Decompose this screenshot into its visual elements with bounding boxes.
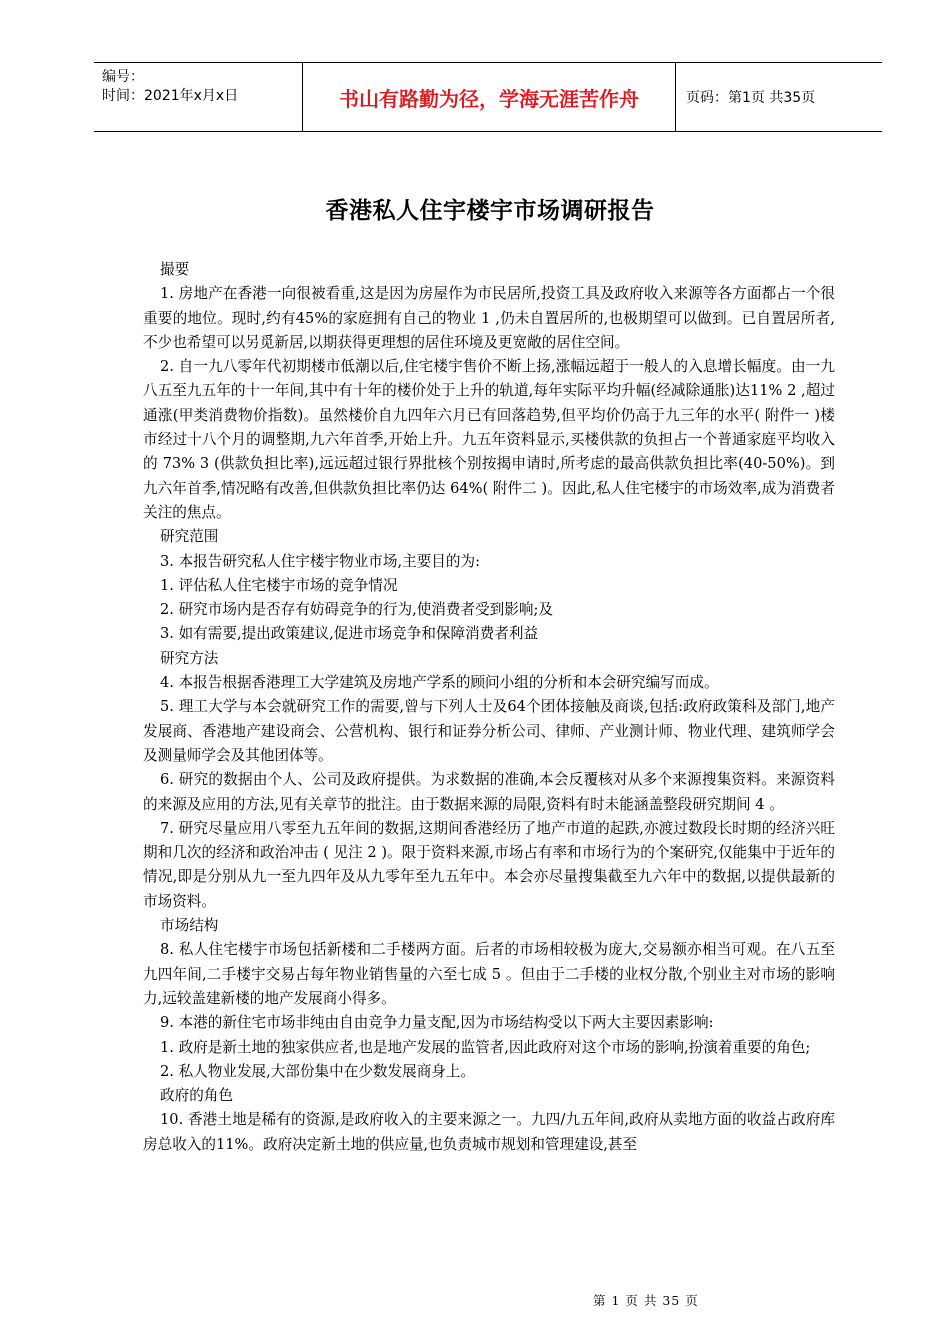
- document-title: 香港私人住宇楼宇市场调研报告: [325, 198, 655, 224]
- paragraph: 6. 研究的数据由个人、公司及政府提供。为求数据的准确,本会反覆核对从多个来源搜集资料。来源资料的来源及应用的方法,见有关章节的批注。由于数据来源的局限,资料有时未能涵盖整段研究期间 4 。: [143, 771, 835, 813]
- document-body: [143, 258, 835, 1157]
- page-footer: 第 1 页 共 35 页: [593, 1293, 699, 1308]
- header-meta-cell: [94, 63, 303, 131]
- paragraph: 2. 自一九八零年代初期楼市低潮以后,住宅楼宇售价不断上扬,涨幅远超于一般人的入息增长幅度。由一九八五至九五年的十一年间,其中有十年的楼价处于上升的轨道,每年实际平均升幅(经减除通胀)达11% 2 ,超过通涨(甲类消费物价指数)。虽然楼价自九四年六月已有回落趋势,但平均价仍高于九三年的水平( 附件一 )楼市经过十八个月的调整期,九六年首季,开始上升。九五年资料显示,买楼供款的负担占一个普通家庭平均收入的 73% 3 (供款负担比率),远远超过银行界批核个别按揭申请时,所考虑的最高供款负担比率(40-50%)。到九六年首季,情况略有改善,但供款负担比率仍达 64%( 附件二 )。因此,私人住宅楼宇的市场效率,成为消费者关注的焦点。: [143, 358, 835, 521]
- section-heading: 撮要: [160, 261, 190, 278]
- paragraph: 4. 本报告根据香港理工大学建筑及房地产学系的顾问小组的分析和本会研究编写而成。: [160, 674, 719, 692]
- list-item: 2. 研究市场内是否存有妨碍竞争的行为,使消费者受到影响;及: [160, 601, 553, 619]
- header-motto: 书山有路勤为径，学海无涯苦作舟: [303, 63, 676, 131]
- paragraph: 10. 香港土地是稀有的资源,是政府收入的主要来源之一。九四/九五年间,政府从卖地方面的收益占政府库房总收入的11%。政府决定新土地的供应量,也负责城市规划和管理建设,甚至: [143, 1111, 835, 1153]
- paragraph: 8. 私人住宅楼宇市场包括新楼和二手楼两方面。后者的市场相较极为庞大,交易额亦相当可观。在八五至九四年间,二手楼宇交易占每年物业销售量的六至七成 5 。但由于二手楼的业权分散,个别业主对市场的影响力,远较盖建新楼的地产发展商小得多。: [143, 941, 835, 1007]
- page-header: [94, 62, 882, 132]
- section-heading: 研究范围: [160, 528, 219, 546]
- section-heading: 政府的角色: [160, 1087, 233, 1105]
- paragraph: 7. 研究尽量应用八零至九五年间的数据,这期间香港经历了地产市道的起跌,亦渡过数段长时期的经济兴旺期和几次的经济和政治冲击 ( 见注 2 )。限于资料来源,市场占有率和市场行为的个案研究,仅能集中于近年的情况,即是分别从九一至九四年及从九零年至九五年中。本会亦尽量搜集截至九六年中的数据,以提供最新的市场资料。: [143, 819, 835, 910]
- list-item: 1. 政府是新土地的独家供应者,也是地产发展的监管者,因此政府对这个市场的影响,扮演着重要的角色;: [160, 1038, 811, 1056]
- document-time-label: 时间：2021年x月x日: [102, 88, 239, 104]
- paragraph: 1. 房地产在香港一向很被看重,这是因为房屋作为市民居所,投资工具及政府收入来源等各方面都占一个很重要的地位。现时,约有45%的家庭拥有自己的物业 1 ,仍未自置居所的,也极期望可以做到。已自置居所者,不少也希望可以另觅新居,以期获得更理想的居住环境及更宽敞的居住空间。: [143, 285, 835, 351]
- section-heading: 市场结构: [160, 917, 219, 935]
- paragraph: 3. 本报告研究私人住宇楼宇物业市场,主要目的为:: [160, 552, 480, 570]
- header-page-info: 页码：第1页 共35页: [686, 90, 816, 106]
- list-item: 2. 私人物业发展,大部份集中在少数发展商身上。: [160, 1062, 476, 1080]
- document-number-label: 编号：: [102, 69, 144, 85]
- list-item: 3. 如有需要,提出政策建议,促进市场竞争和保障消费者利益: [160, 625, 539, 643]
- paragraph: 5. 理工大学与本会就研究工作的需要,曾与下列人士及64个团体接触及商谈,包括:政府政策科及部门,地产发展商、香港地产建设商会、公营机构、银行和证券分析公司、律师、产业测计师、物业代理、建筑师学会及测量师学会及其他团体等。: [143, 698, 835, 764]
- paragraph: 9. 本港的新住宅市场非纯由自由竞争力量支配,因为市场结构受以下两大主要因素影响:: [160, 1014, 714, 1032]
- section-heading: 研究方法: [160, 649, 219, 667]
- list-item: 1. 评估私人住宅楼宇市场的竞争情况: [160, 576, 398, 594]
